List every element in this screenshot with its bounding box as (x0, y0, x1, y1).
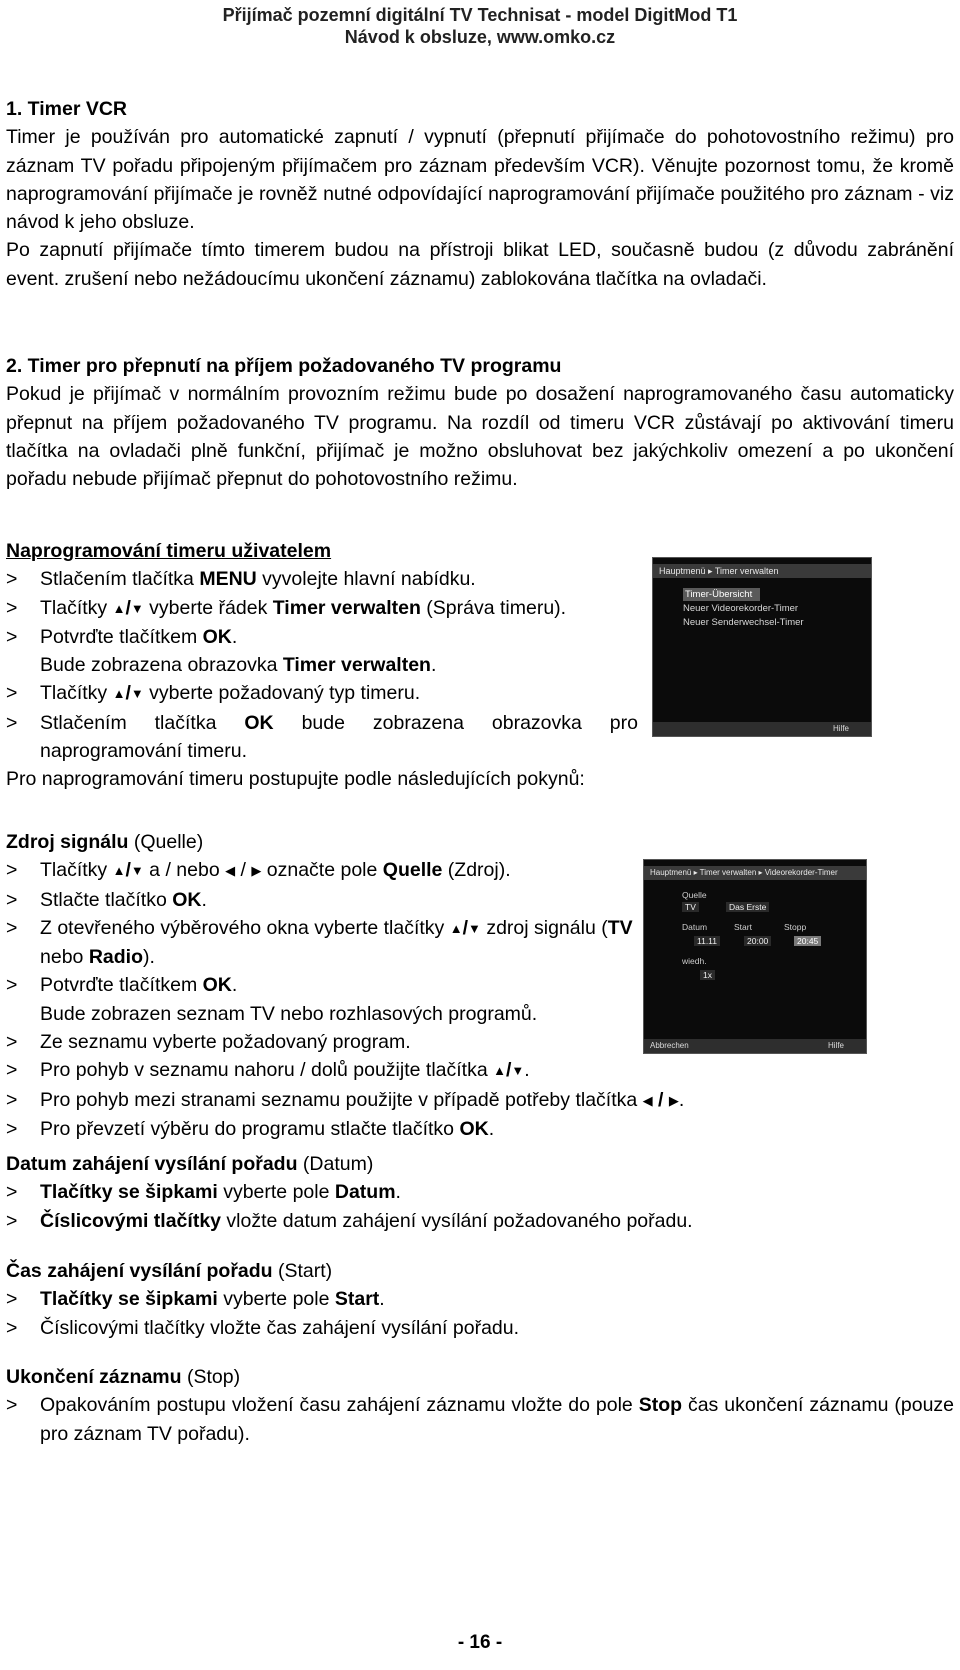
stop-field: 20:45 (794, 936, 821, 946)
list-item (6, 1178, 954, 1206)
bullet-icon: > (6, 711, 18, 734)
arrow-down-icon: ▼ (468, 920, 481, 936)
list-item: > Tlačítky ▲/▼ a / nebo ◀ / ▶ označte pole Quelle (Zdroj). (6, 856, 954, 885)
text: vyvolejte hlavní nabídku. (256, 568, 476, 591)
screen-breadcrumb: Hauptmenü ▸ Timer verwalten ▸ Videorekorder-Timer (644, 866, 866, 880)
timer-menu-screenshot (652, 557, 872, 737)
slash: / (125, 596, 131, 619)
arrow-up-icon: ▲ (112, 600, 126, 616)
bullet-icon: > (6, 1117, 18, 1140)
arrow-up-icon: ▲ (449, 920, 463, 936)
start-field: 20:00 (744, 936, 771, 946)
key-label: Číslicovými tlačítky (40, 1209, 222, 1232)
text: Pro převzetí výběru do programu stlačte tlačítko (40, 1117, 460, 1140)
text: . (430, 654, 437, 677)
slash: / (505, 1059, 512, 1082)
text: vyberte pole (217, 1181, 335, 1204)
datum-field: 11.11 (694, 936, 720, 946)
option-label: TV (607, 916, 633, 939)
bullet-icon: > (6, 1031, 18, 1054)
title-bold: Čas zahájení vysílání pořadu (6, 1260, 273, 1282)
slash: / (652, 1088, 669, 1111)
text: (Zdroj). (442, 859, 511, 882)
text: zdroj signálu ( (480, 916, 608, 939)
menu-item: Neuer Videorekorder-Timer (683, 603, 799, 614)
key-label: OK (172, 888, 202, 911)
section-title: Naprogramování timeru uživatelem (6, 540, 332, 562)
section-title: 1. Timer VCR (6, 98, 128, 120)
list-item (6, 1391, 954, 1448)
text: ). (142, 946, 155, 969)
repeat-field: 1x (700, 970, 715, 980)
bullet-icon: > (6, 1288, 18, 1311)
text: vložte datum zahájení vysílání požadovaného pořadu. (221, 1209, 693, 1232)
bullet-icon: > (6, 1209, 18, 1232)
text: a / nebo (143, 859, 226, 882)
menu-label: Timer verwalten (272, 596, 421, 619)
text: (Správa timeru). (420, 596, 567, 619)
text: Tlačítky (40, 682, 113, 705)
text: Pro pohyb v seznamu nahoru / dolů použijte tlačítka (40, 1059, 494, 1082)
title-normal: (Stop) (181, 1366, 241, 1388)
screen-footer (644, 1039, 866, 1053)
arrow-up-icon: ▲ (112, 863, 126, 879)
arrow-down-icon: ▼ (130, 600, 144, 616)
section-title (6, 1150, 954, 1178)
section-title (6, 1257, 954, 1285)
section-timer-switch (6, 352, 954, 493)
bullet-icon: > (6, 974, 18, 997)
text: Bude zobrazena obrazovka (40, 654, 283, 677)
menu-item: Timer-Übersicht (683, 588, 760, 601)
section-start-time (6, 1257, 954, 1342)
paragraph: Pro naprogramování timeru postupujte podle následujících pokynů: (6, 768, 585, 791)
start-label: Start (734, 922, 752, 932)
text: Pro pohyb mezi stranami seznamu použijte v případě potřeby tlačítka (40, 1088, 643, 1111)
list-item (6, 594, 638, 623)
source-field: TV (682, 902, 699, 912)
text: vyberte požadovaný typ timeru. (143, 682, 421, 705)
arrow-up-icon: ▲ (112, 686, 126, 702)
stop-label: Stopp (784, 922, 807, 932)
slash: / (125, 859, 131, 882)
text: Bude zobrazen seznam TV nebo rozhlasových programů. (40, 1002, 538, 1025)
field-label: Datum (334, 1181, 396, 1204)
list-item (6, 1207, 954, 1235)
header-subtitle: Návod k obsluze, www.omko.cz (344, 27, 616, 47)
text: Opakováním postupu vložení času zahájení záznamu vložte do pole (40, 1394, 639, 1417)
option-label: Radio (88, 946, 143, 969)
key-label: OK (202, 974, 232, 997)
channel-field: Das Erste (726, 902, 769, 912)
list-item (6, 1115, 954, 1143)
page-header (0, 4, 960, 48)
title-bold: Datum zahájení vysílání pořadu (6, 1153, 298, 1175)
list-item (6, 1086, 954, 1115)
text: Tlačítky (40, 596, 113, 619)
arrow-right-icon: ▶ (668, 1092, 679, 1108)
bullet-icon: > (6, 1316, 18, 1339)
screen-footer (653, 722, 871, 736)
key-label: OK (459, 1117, 489, 1140)
arrow-left-icon: ◀ (642, 1092, 653, 1108)
section-stop (6, 1363, 954, 1448)
key-label: MENU (199, 568, 257, 591)
text: Tlačítky (40, 859, 113, 882)
title-normal: (Quelle) (128, 831, 204, 853)
bullet-icon: > (6, 625, 18, 648)
text: vyberte pole (217, 1288, 335, 1311)
text: Z otevřeného výběrového okna vyberte tlačítky (40, 916, 450, 939)
bullet-icon: > (6, 916, 18, 939)
text: . (231, 974, 238, 997)
text: Stlačením tlačítka (40, 568, 200, 591)
list-item (6, 709, 638, 766)
arrow-up-icon: ▲ (493, 1063, 506, 1079)
field-label: Quelle (382, 859, 443, 882)
text: . (678, 1088, 685, 1111)
text: vyberte řádek (143, 596, 273, 619)
section-date (6, 1150, 954, 1235)
header-title: Přijímač pozemní digitální TV Technisat - model DigitMod T1 (222, 5, 738, 25)
bullet-icon: > (6, 682, 18, 705)
text: . (395, 1181, 401, 1204)
arrow-down-icon: ▼ (130, 863, 144, 879)
help-label: Hilfe (827, 1041, 844, 1050)
title-normal: (Start) (272, 1260, 333, 1282)
title-bold: Ukončení záznamu (6, 1366, 182, 1388)
timer-edit-screenshot (643, 859, 867, 1054)
text: označte pole (261, 859, 383, 882)
list-item (6, 1314, 954, 1342)
bullet-icon: > (6, 596, 18, 619)
page-number: - 16 - (457, 1632, 503, 1653)
section-title (6, 828, 954, 856)
slash: / (462, 916, 469, 939)
section-timer-vcr (6, 95, 954, 293)
text: nebo (40, 946, 89, 969)
bullet-icon: > (6, 1088, 18, 1111)
text: . (201, 888, 207, 911)
key-label: OK (244, 711, 274, 734)
paragraph: Timer je používán pro automatické zapnutí / vypnutí (přepnutí přijímače do pohotovostního režimu) pro záznam TV pořadu připojeným přijímačem pro záznam především VCR). Věnujte pozornost tomu, že kromě naprogramování přijímače je rovněž nutné odpovídající naprogramování přijímače použitého pro záznam - viz návod k jeho obsluze. (6, 126, 954, 234)
arrow-left-icon: ◀ (225, 863, 236, 879)
title-normal: (Datum) (297, 1153, 374, 1175)
datum-label: Datum (682, 922, 708, 932)
list-item (6, 1056, 954, 1085)
list-item (6, 914, 638, 972)
bullet-icon: > (6, 859, 18, 882)
title-bold: Zdroj signálu (6, 831, 129, 853)
text: . (524, 1059, 530, 1082)
key-label: Tlačítky se šipkami (40, 1181, 218, 1204)
paragraph: Po zapnutí přijímače tímto timerem budou na přístroji blikat LED, současně budou (z důvodu zabránění event. zrušení nebo nežádoucímu ukončení záznamu) zablokována tlačítka na ovladači. (6, 239, 954, 290)
text: Stlačením tlačítka (40, 711, 245, 734)
field-label: Stop (638, 1394, 683, 1417)
bullet-icon: > (6, 888, 18, 911)
text: čas ukončení záznamu (pouze pro záznam TV pořadu). (40, 1394, 955, 1445)
field-label: Start (334, 1288, 380, 1311)
cancel-label: Abbrechen (650, 1041, 689, 1050)
bullet-icon: > (6, 1059, 18, 1082)
text: . (379, 1288, 385, 1311)
section-title (6, 1363, 954, 1391)
text: Potvrďte tlačítkem (40, 974, 203, 997)
text: . (488, 1117, 495, 1140)
text: Číslicovými tlačítky vložte čas zahájení vysílání pořadu. (40, 1316, 520, 1339)
key-label: OK (202, 625, 232, 648)
list-item (6, 1285, 954, 1313)
paragraph: Pokud je přijímač v normálním provozním režimu bude po dosažení naprogramovaného času automaticky přepnut na příjem požadovaného TV programu. Na rozdíl od timeru VCR zůstávají po aktivování timeru tlačítka na ovladači plně funkční, přijímač je možno obsluhovat bez jakýchkoliv omezení a po ukončení pořadu nebude přijímač přepnut do pohotovostního režimu. (6, 383, 954, 491)
section-title: 2. Timer pro přepnutí na příjem požadovaného TV programu (6, 355, 562, 377)
screen-breadcrumb: Hauptmenü ▸ Timer verwalten (653, 564, 871, 578)
slash: / (125, 682, 131, 705)
key-label: Tlačítky se šipkami (40, 1288, 218, 1311)
menu-label: Timer verwalten (282, 654, 431, 677)
bullet-icon: > (6, 568, 18, 591)
arrow-down-icon: ▼ (130, 686, 144, 702)
arrow-right-icon: ▶ (251, 863, 262, 879)
quelle-label: Quelle (682, 890, 707, 900)
help-label: Hilfe (832, 724, 849, 733)
text: Ze seznamu vyberte požadovaný program. (40, 1031, 411, 1054)
text: Stlačte tlačítko (40, 888, 173, 911)
menu-item: Neuer Senderwechsel-Timer (683, 617, 804, 628)
arrow-down-icon: ▼ (511, 1063, 525, 1079)
repeat-label: wiedh. (682, 956, 707, 966)
text: Potvrďte tlačítkem (40, 625, 203, 648)
text: bude zobrazena obrazovka pro naprogramování timeru. (40, 711, 638, 763)
bullet-icon: > (6, 1181, 18, 1204)
text: . (231, 625, 238, 648)
bullet-icon: > (6, 1394, 18, 1417)
